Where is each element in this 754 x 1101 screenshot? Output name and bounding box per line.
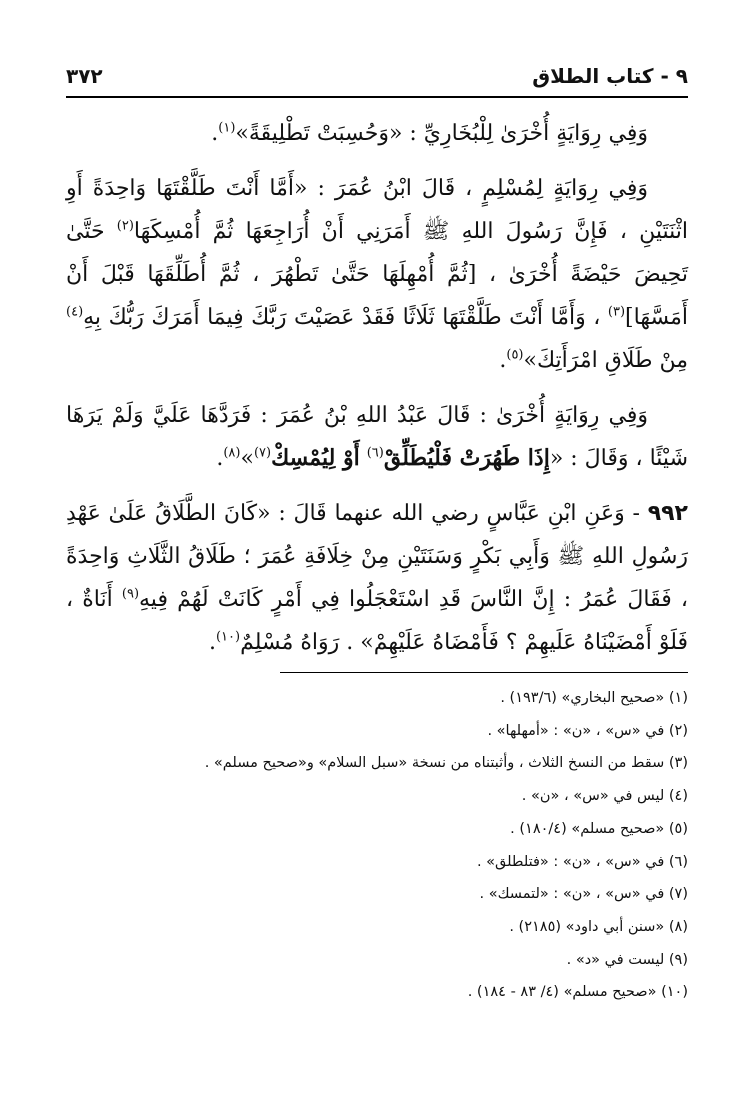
footnote: (١) «صحيح البخاري» (١٩٣/٦) .: [500, 690, 688, 706]
paragraph: وَفِي رِوَايَةٍ أُخْرَىٰ : قَالَ عَبْدُ اللهِ بْنُ عُمَرَ : فَرَدَّهَا عَلَيَّ وَلَمْ يَرَهَا شَيْئًا ، وَقَالَ : «إِذَا طَهُرَتْ فَلْيُطَلِّقْ$^{(٦)}$ أَوْ لِيُمْسِكْ$^{(٧)}$»$^{(٨)}$.: [66, 403, 688, 471]
paragraph: وَفِي رِوَايَةٍ لِمُسْلِمٍ ، قَالَ ابْنُ عُمَرَ : «أَمَّا أَنْتَ طَلَّقْتَهَا وَاحِدَةً أَوِ اثْنَتَيْنِ ، فَإِنَّ رَسُولَ اللهِ ﷺ أَمَرَنِي أَنْ أُرَاجِعَهَا ثُمَّ أُمْسِكَهَا$^{(٢)}$ حَتَّىٰ تَحِيضَ حَيْضَةً أُخْرَىٰ ، [ثُمَّ أُمْهِلَهَا حَتَّىٰ تَطْهُرَ ، ثُمَّ أُطَلِّقَهَا قَبْلَ أَنْ أَمَسَّهَا]$^{(٣)}$ ، وَأَمَّا أَنْتَ طَلَّقْتَهَا ثَلَاثًا فَقَدْ عَصَيْتَ رَبَّكَ فِيمَا أَمَرَكَ رَبُّكَ بِهِ$^{(٤)}$ مِنْ طَلَاقِ امْرَأَتِكَ»$^{(٥)}$.: [66, 176, 689, 373]
footnote: (٩) ليست في «د» .: [566, 951, 688, 968]
paragraph: وَفِي رِوَايَةٍ أُخْرَىٰ لِلْبُخَارِيِّ : «وَحُسِبَتْ تَطْلِيقَةً»$^{(١)}$.: [211, 120, 648, 146]
hadith-paragraph: ٩٩٢ - وَعَنِ ابْنِ عَبَّاسٍ رضي الله عنهما قَالَ : «كَانَ الطَّلَاقُ عَلَىٰ عَهْدِ رَسُولِ اللهِ ﷺ وَأَبِي بَكْرٍ وَسَنَتَيْنِ مِنْ خِلَافَةِ عُمَرَ ؛ طَلَاقُ الثَّلَاثِ وَاحِدَةً ، فَقَالَ عُمَرُ : إِنَّ النَّاسَ قَدِ اسْتَعْجَلُوا فِي أَمْرٍ كَانَتْ لَهُمْ فِيهِ$^{(٩)}$ أَنَاةٌ ، فَلَوْ أَمْضَيْنَاهُ عَلَيهِمْ ؟ فَأَمْضَاهُ عَلَيْهِمْ» . رَوَاهُ مُسْلِمٌ$^{(١٠)}$.: [66, 501, 688, 655]
footnote: (١٠) «صحيح مسلم» (٤/ ٨٣ - ١٨٤) .: [467, 984, 688, 1001]
footnote-marker: (١٠): [215, 629, 241, 645]
footnote-marker: (٧): [253, 445, 272, 461]
footnote-marker: (٢): [116, 218, 134, 234]
footnote: (٦) في «س» ، «ن» : «فتلطلق» .: [476, 853, 688, 870]
footnote-marker: (٤): [66, 304, 84, 320]
footnote-marker: (٦): [366, 445, 384, 461]
page-header: [66, 56, 688, 98]
footnote-marker: (٨): [223, 445, 241, 461]
footnote: (٥) «صحيح مسلم» (١٨٠/٤) .: [510, 820, 688, 837]
footnotes: [66, 682, 688, 1009]
footnote-marker: (٣): [607, 304, 626, 320]
main-text: [66, 112, 688, 676]
footnote-marker: (٩): [121, 586, 140, 602]
chapter-title: ٩ - كتاب الطلاق: [532, 64, 688, 88]
footnote-marker: (١): [218, 120, 236, 136]
hadith-number: ٩٩٢: [647, 501, 688, 526]
footnote: (٢) في «س» ، «ن» : «أمهلها» .: [487, 722, 688, 739]
footnote-divider: [280, 672, 688, 673]
footnote-marker: (٥): [506, 347, 524, 363]
footnote: (٣) سقط من النسخ الثلاث ، وأثبتناه من نسخة «سبل السلام» و«صحيح مسلم» .: [204, 755, 688, 772]
footnote: (٧) في «س» ، «ن» : «لتمسك» .: [479, 886, 688, 903]
page-number: ٣٧٢: [66, 64, 103, 88]
footnote: (٨) «سنن أبي داود» (٢١٨٥) .: [509, 918, 688, 935]
footnote: (٤) ليس في «س» ، «ن» .: [521, 788, 688, 805]
